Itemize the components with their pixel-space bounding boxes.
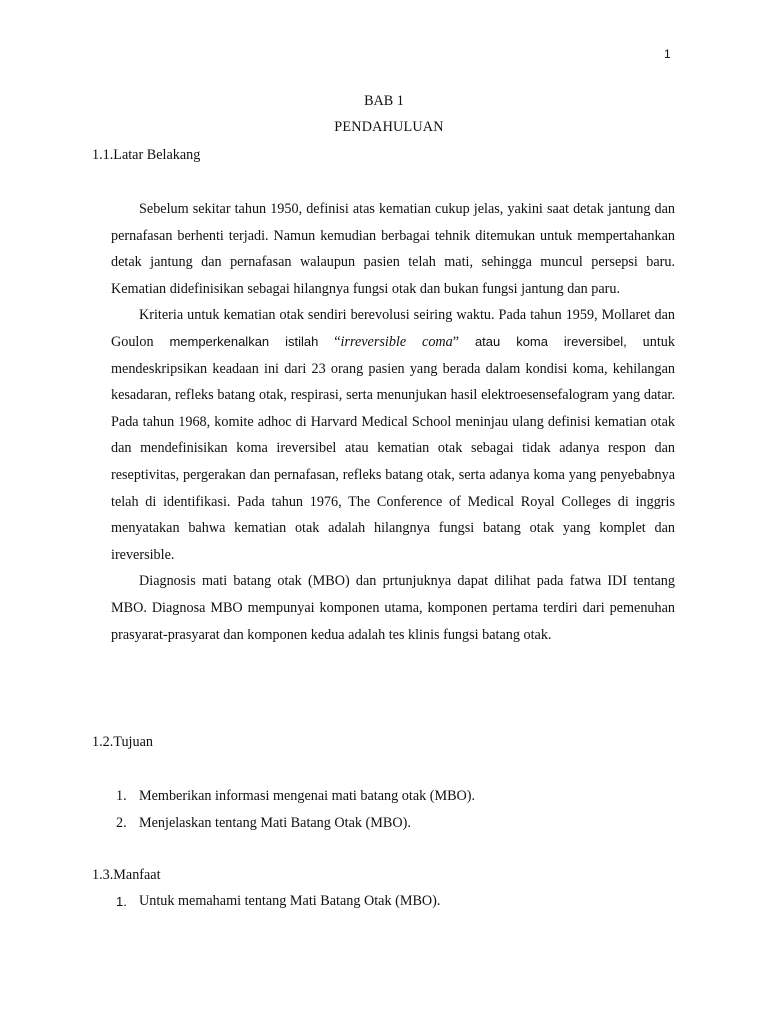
paragraph-2-part-e: ” bbox=[452, 333, 475, 350]
paragraph-2-term-italic: irreversible coma bbox=[340, 333, 453, 350]
list-item-number: 2. bbox=[116, 815, 127, 831]
paragraph-3: Diagnosis mati batang otak (MBO) dan prtunjuknya dapat dilihat pada fatwa IDI tentang MBO. Diagnosa MBO mempunyai komponen utama, komponen pertama terdiri dari pemenuhan prasyarat-prasyarat dan komponen kedua adalah tes klinis fungsi batang otak. bbox=[111, 573, 675, 643]
section-heading-manfaat: 1.3.Manfaat bbox=[92, 867, 161, 883]
chapter-number: BAB 1 bbox=[364, 93, 404, 109]
page-number: 1 bbox=[664, 47, 671, 61]
list-item-text: Memberikan informasi mengenai mati batang otak (MBO). bbox=[139, 788, 476, 804]
paragraph-1: Sebelum sekitar tahun 1950, definisi atas kematian cukup jelas, yakini saat detak jantung dan pernafasan berhenti terjadi. Namun kemudian berbagai tehnik ditemukan untuk mempertahankan detak jantung dan pernafasan walaupun pasien telah mati, sehingga muncul persepsi baru. Kematian didefinisikan sebagai hilangnya fungsi otak dan bukan fungsi jantung dan paru. bbox=[111, 201, 675, 297]
paragraph-2-part-b: memperkenalkan istilah bbox=[169, 333, 319, 349]
section-heading-tujuan: 1.2.Tujuan bbox=[92, 734, 153, 750]
list-item-number: 1. bbox=[116, 894, 127, 909]
list-item-text: Menjelaskan tentang Mati Batang Otak (MBO). bbox=[139, 815, 411, 831]
latar-belakang-body bbox=[111, 196, 675, 648]
list-item bbox=[116, 783, 475, 810]
list-item-number: 1. bbox=[116, 788, 127, 804]
manfaat-list bbox=[116, 888, 440, 915]
paragraph-2-part-a: Kriteria untuk kematian otak sendiri berevolusi seiring waktu. Pada tahun 1959, Mollaret dan Goulon bbox=[111, 307, 675, 350]
chapter-title: PENDAHULUAN bbox=[334, 119, 444, 135]
paragraph-2-part-c: “ bbox=[318, 333, 341, 350]
paragraph-2-part-f: atau koma ireversibel, bbox=[474, 333, 627, 349]
paragraph-2 bbox=[111, 302, 675, 568]
list-item bbox=[116, 888, 440, 915]
paragraph-2-part-g: untuk mendeskripsikan keadaan ini dari 23 orang pasien yang berada dalam kondisi koma, kehilangan kesadaran, refleks batang otak, respirasi, serta menunjukan hasil elektroesensefalogram yang datar. Pada tahun 1968, komite adhoc di Harvard Medical School meninjau ulang definisi kematian otak dan mendefinisikan koma ireversibel atau kematian otak sebagai tidak adanya respon dan reseptivitas, pergerakan dan pernafasan, refleks batang otak, serta adanya koma yang penyebabnya telah di identifikasi. Pada tahun 1976, The Conference of Medical Royal Colleges di inggris menyatakan bahwa kematian otak adalah hilangnya fungsi batang otak yang komplet dan ireversible. bbox=[111, 333, 675, 563]
list-item bbox=[116, 810, 475, 837]
list-item-text: Untuk memahami tentang Mati Batang Otak (MBO). bbox=[139, 893, 441, 909]
section-heading-latar-belakang: 1.1.Latar Belakang bbox=[92, 147, 201, 163]
tujuan-list bbox=[116, 783, 475, 837]
